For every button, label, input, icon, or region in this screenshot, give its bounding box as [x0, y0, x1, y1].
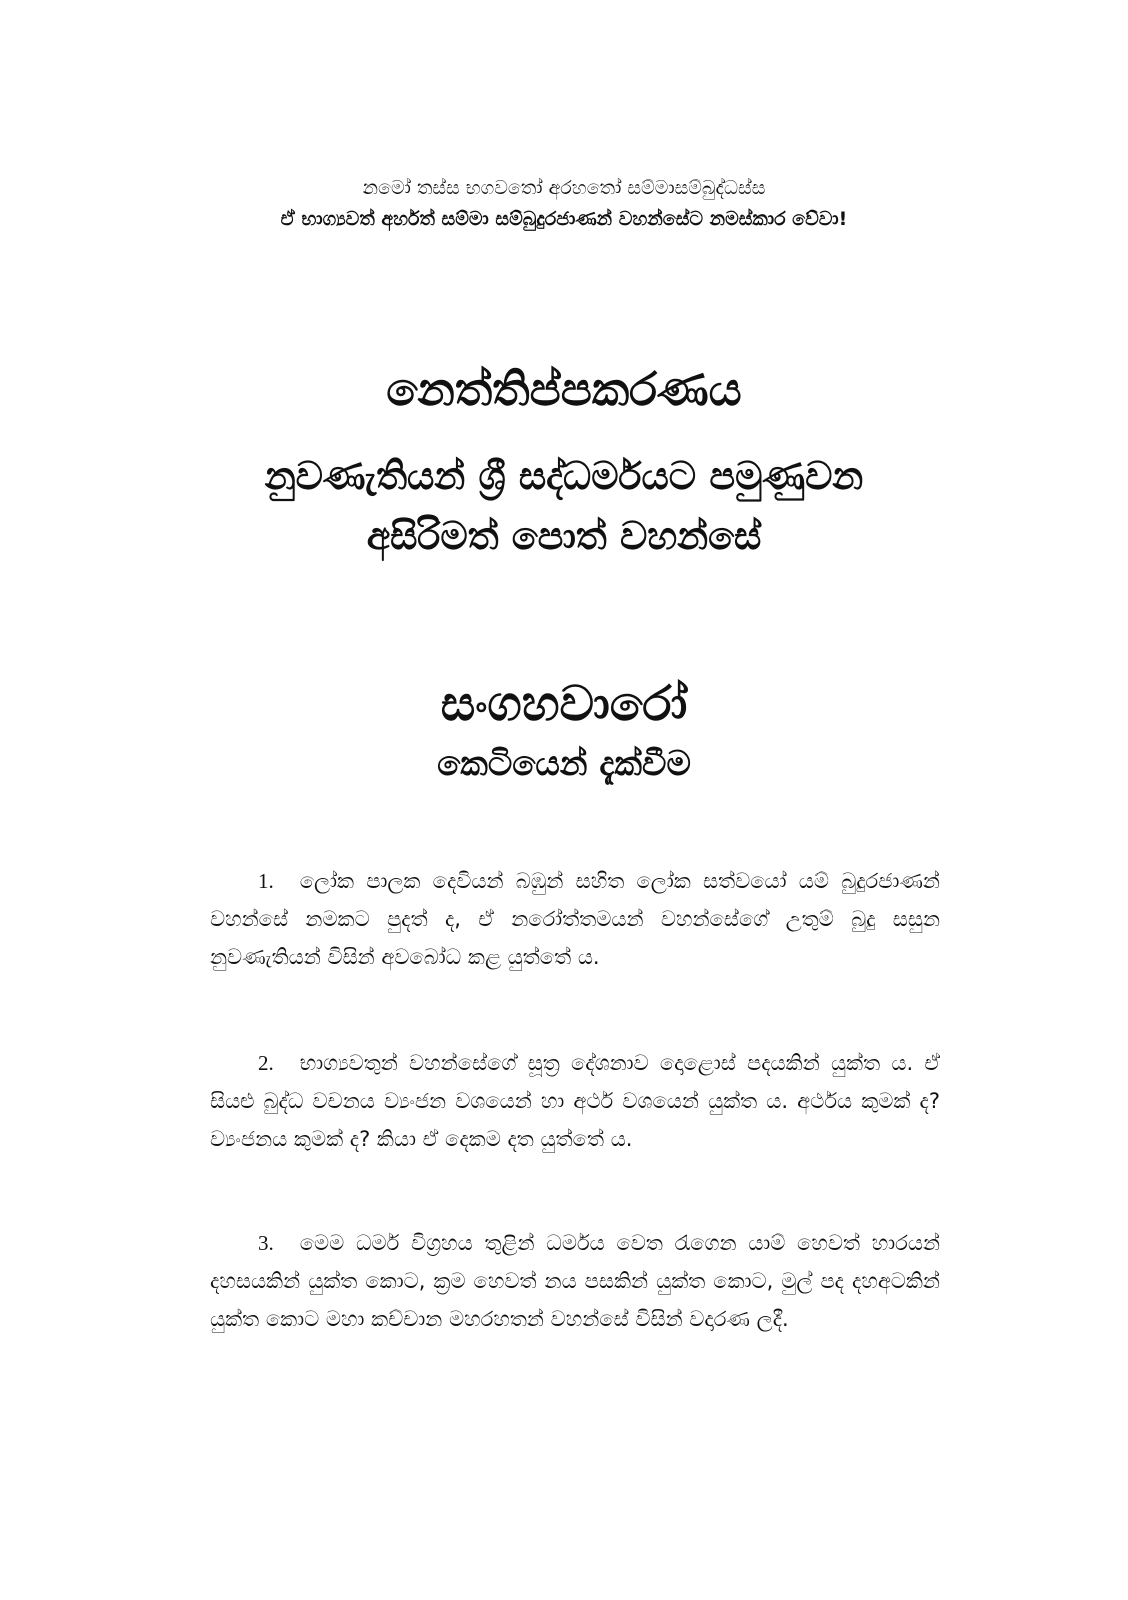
book-subtitle-line-1: නුවණැතියන් ශ්‍රී සද්ධර්මයට පමුණුවන: [264, 454, 864, 498]
paragraph-number: 2.: [258, 1051, 274, 1075]
paragraph-1: [210, 862, 940, 976]
section-subtitle: කෙටියෙන් දැක්වීම: [437, 744, 691, 784]
paragraph-3: [210, 1224, 940, 1338]
book-title: නෙත්තිප්පකරණය: [386, 362, 742, 416]
paragraph-2: [210, 1044, 940, 1158]
paragraph-text: භාග්‍යවතුන් වහන්සේගේ සූත්‍ර දේශනාව දොළොස් පදයකින් යුක්ත ය. ඒ සියළු බුද්ධ වචනය ව්‍යංජන වශයෙන් හා අර්ථ වශයෙන් යුක්ත ය. අර්ථය කුමක් ද? ව්‍යංජනය කුමක් ද? කියා ඒ දෙකම දත යුත්තේ ය.: [210, 1051, 940, 1151]
section-title: සංගහවාරෝ: [440, 676, 688, 732]
paragraph-number: 3.: [258, 1231, 274, 1255]
paragraph-text: මෙම ධර්ම විග්‍රහය තුළින් ධර්මය වෙත රැගෙන යාම් හෙවත් හාරයන් දහසයකින් යුක්ත කොට, ක්‍රම හෙවත් නය පසකින් යුක්ත කොට, මුල් පද දහඅටකින් යුක්ත කොට මහා කච්චාන මහරහතන් වහන්සේ විසින් වදාරණ ලදී.: [210, 1231, 940, 1331]
paragraph-number: 1.: [258, 869, 274, 893]
book-subtitle-line-2: අසිරිමත් පොත් වහන්සේ: [366, 514, 762, 558]
invocation-sinhala-line: ඒ භාග්‍යවත් අර්හත් සම්මා සම්බුදුරජාණන් වහන්සේට නමස්කාර වේවා!: [280, 208, 848, 230]
paragraph-text: ලෝක පාලක දෙවියන් බඹුන් සහිත ලෝක සත්වයෝ යම් බුදුරජාණන් වහන්සේ නමකට පුදත් ද, ඒ නරෝත්තමයන් වහන්සේගේ උතුම් බුදු සසුන නුවණැතියන් විසින් අවබෝධ කළ යුත්තේ ය.: [210, 869, 940, 969]
invocation-pali-line: නමෝ තස්ස භගවතෝ අරහතෝ සම්මාසම්බුද්ධස්ස: [362, 177, 766, 199]
